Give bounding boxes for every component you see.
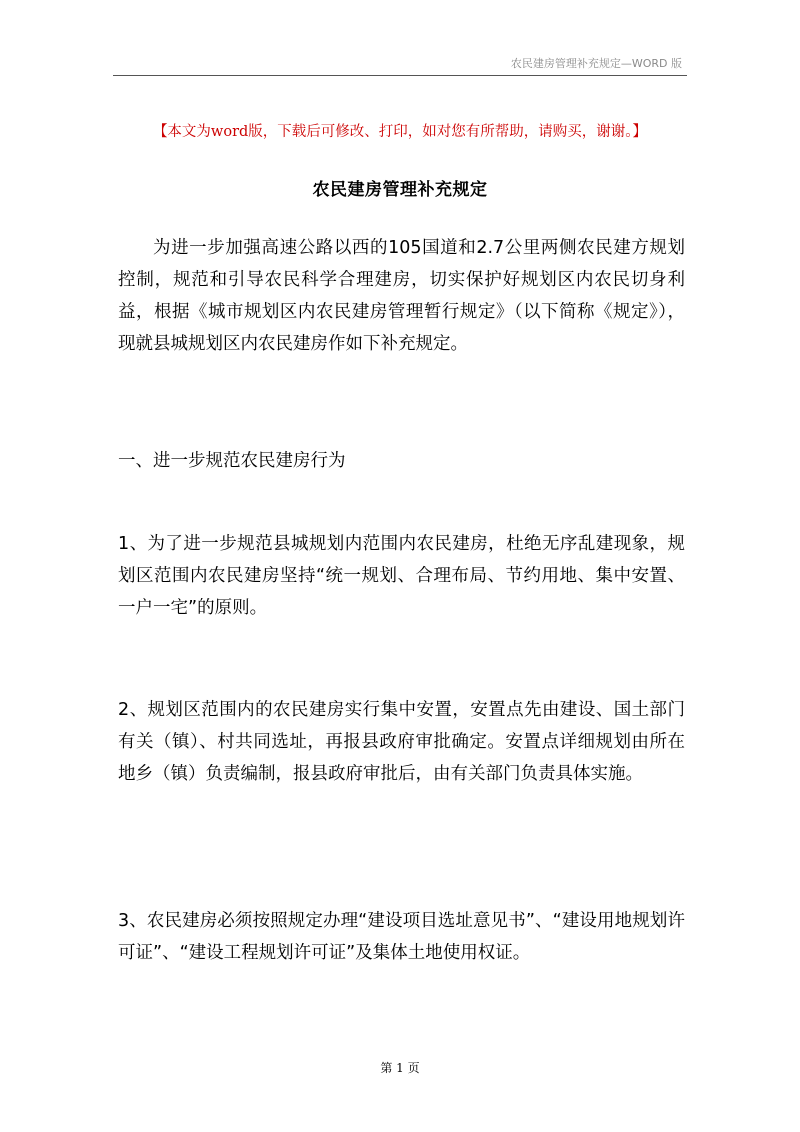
section-heading: 一、进一步规范农民建房行为 — [118, 451, 346, 471]
paragraph-1: 1、为了进一步规范县城规划内范围内农民建房，杜绝无序乱建现象，规划区范围内农民建房坚持“统一规划、合理布局、节约用地、集中安置、一户一宅”的原则。 — [118, 534, 685, 618]
download-notice: 【本文为word版，下载后可修改、打印，如对您有所帮助，请购买，谢谢。】 — [152, 124, 648, 140]
running-header: 农民建房管理补充规定—WORD 版 — [510, 57, 682, 70]
header-divider — [113, 75, 687, 76]
document-title: 农民建房管理补充规定 — [312, 180, 488, 200]
paragraph-3: 3、农民建房必须按照规定办理“建设项目选址意见书”、“建设用地规划许可证”、“建设工程规划许可证”及集体土地使用权证。 — [118, 911, 685, 963]
page-number: 第 1 页 — [380, 1061, 420, 1075]
intro-paragraph: 为进一步加强高速公路以西的105国道和2.7公里两侧农民建方规划控制，规范和引导农民科学合理建房，切实保护好规划区内农民切身利益，根据《城市规划区内农民建房管理暂行规定》（以下简称《规定》），现就县城规划区内农民建房作如下补充规定。 — [118, 238, 685, 354]
paragraph-2: 2、规划区范围内的农民建房实行集中安置，安置点先由建设、国土部门有关（镇）、村共同选址，再报县政府审批确定。安置点详细规划由所在地乡（镇）负责编制，报县政府审批后，由有关部门负责具体实施。 — [118, 700, 685, 784]
